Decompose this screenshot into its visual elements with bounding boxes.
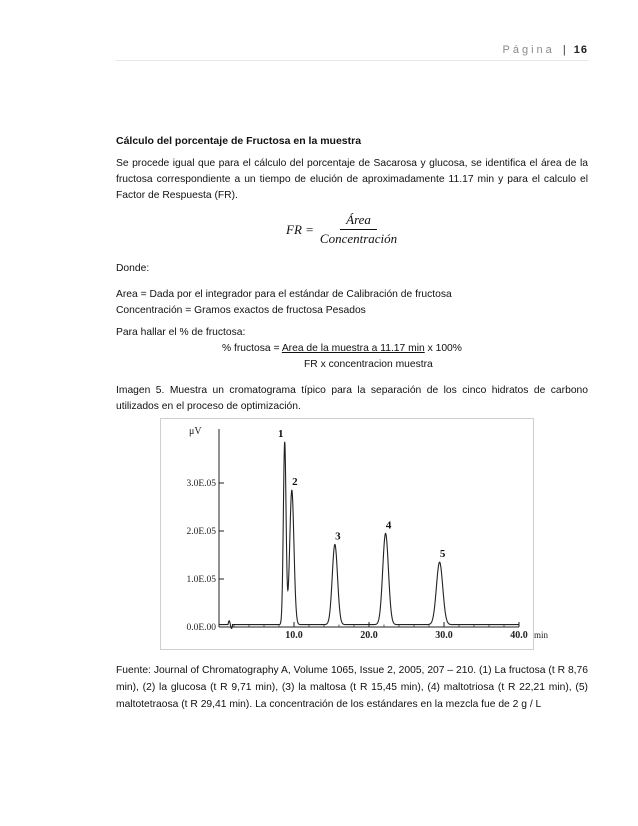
imagen-caption: Imagen 5. Muestra un cromatograma típico para la separación de los cinco hidratos de carbono utilizados en el proceso de optimización.	[116, 385, 588, 412]
fr-formula-denominator: Concentración	[319, 231, 398, 246]
percent-formula-line	[116, 341, 588, 357]
x-tick-label: 30.0	[435, 630, 453, 641]
fr-formula	[286, 212, 588, 247]
page-header	[503, 44, 589, 56]
page-word: Página	[502, 44, 555, 56]
y-tick-label: 0.0E.00	[186, 623, 216, 633]
peak-label: 1	[277, 428, 284, 441]
peak-label: 5	[439, 548, 446, 561]
peak-label: 2	[292, 476, 298, 489]
chromatogram-trace	[219, 442, 519, 629]
x-tick-label: 40.0	[510, 630, 528, 641]
donde-label: Donde:	[116, 263, 150, 274]
percent-intro: Para hallar el % de fructosa:	[116, 327, 246, 338]
chromatogram-figure	[160, 418, 549, 650]
percent-formula-denominator: FR x concentracion muestra	[304, 359, 433, 370]
x-tick-label: 20.0	[360, 630, 378, 641]
definition-area: Area = Dada por el integrador para el estándar de Calibración de fructosa	[116, 289, 452, 300]
peak-label: 4	[385, 519, 392, 532]
page-separator: |	[562, 44, 566, 56]
fr-formula-fraction	[320, 212, 397, 247]
peak-label: 3	[335, 530, 341, 543]
section-heading: Cálculo del porcentaje de Fructosa en la muestra	[116, 135, 362, 147]
y-tick-label: 2.0E.05	[186, 527, 216, 537]
fr-formula-numerator: Área	[340, 212, 377, 230]
source-paragraph: Fuente: Journal of Chromatography A, Volume 1065, Issue 2, 2005, 207 – 210. (1) La fructosa (t R 8,76 min), (2) la glucosa (t R 9,71 min), (3) la maltosa (t R 15,45 min), (4) maltotriosa (t R 22,21 min), (5) maltotetraosa (t R 29,41 min). La concentración de los estándares en la mezcla fue de 2 g / L	[116, 665, 588, 710]
definition-concentracion: Concentración = Gramos exactos de fructosa Pesados	[116, 305, 366, 316]
main-content	[116, 133, 588, 415]
x-tick-label: 10.0	[285, 630, 303, 641]
percent-formula-lhs: % fructosa =	[222, 343, 282, 354]
y-tick-label: 1.0E.05	[186, 575, 216, 585]
percent-formula-factor: x 100%	[424, 343, 462, 354]
percent-formula-numerator: Area de la muestra a 11.17 min	[281, 343, 425, 354]
fr-formula-lhs: FR =	[286, 221, 314, 237]
intro-paragraph: Se procede igual que para el cálculo del porcentaje de Sacarosa y glucosa, se identifica el área de la fructosa correspondiente a un tiempo de elución de aproximadamente 11.17 min y para el calculo el Factor de Respuesta (FR).	[116, 158, 588, 201]
header-divider	[116, 60, 588, 61]
page-number: 16	[573, 44, 588, 56]
y-tick-label: 3.0E.05	[186, 479, 216, 489]
x-axis-unit: min	[534, 630, 549, 640]
y-axis-label: μV	[189, 426, 202, 437]
chromatogram-chart	[161, 419, 549, 649]
